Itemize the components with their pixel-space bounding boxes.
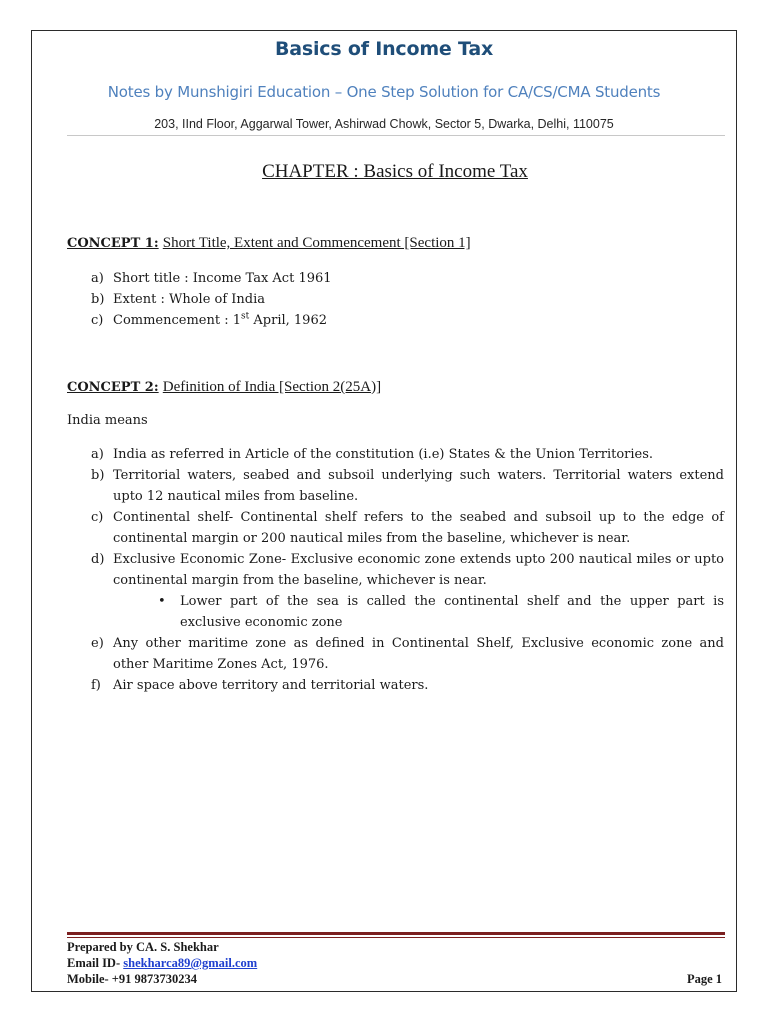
list-item-text: Any other maritime zone as defined in Continental Shelf, Exclusive economic zone and other Maritime Zones Act, 1976. <box>113 636 724 672</box>
list-item <box>91 675 724 696</box>
sub-bullet-text: Lower part of the sea is called the continental shelf and the upper part is exclusive economic zone <box>180 594 724 630</box>
list-item-text: India as referred in Article of the constitution (i.e) States & the Union Territories. <box>113 447 654 462</box>
list-marker: b) <box>91 292 105 307</box>
header-divider <box>67 135 725 136</box>
concept-1-heading <box>67 235 471 252</box>
list-item <box>91 289 724 310</box>
commencement-date: April, 1962 <box>249 313 327 328</box>
document-title: Basics of Income Tax <box>274 38 494 60</box>
list-item-text <box>113 310 724 331</box>
footer-divider-thin <box>67 937 725 938</box>
concept-1-topic: Short Title, Extent and Commencement [Section 1] <box>162 235 471 251</box>
concept-2-label: CONCEPT 2: <box>67 380 159 395</box>
email-link[interactable]: shekharca89@gmail.com <box>123 956 258 970</box>
sub-bullet <box>158 591 724 633</box>
bullet-icon: • <box>158 594 166 609</box>
list-item <box>91 633 724 675</box>
list-item <box>91 268 724 289</box>
concept-2-heading <box>67 379 381 396</box>
concept-2-list <box>91 444 724 696</box>
list-marker: b) <box>91 468 105 483</box>
email-line <box>67 956 257 971</box>
sub-bullet-item <box>91 591 724 633</box>
ordinal-suffix: st <box>241 311 250 322</box>
list-item-text: Short title : Income Tax Act 1961 <box>113 271 332 286</box>
email-label: Email ID- <box>67 956 124 970</box>
concept-1-label: CONCEPT 1: <box>67 236 159 251</box>
concept-2-topic: Definition of India [Section 2(25A)] <box>162 379 382 395</box>
mobile-line: Mobile- +91 9873730234 <box>67 972 198 986</box>
footer-divider-thick <box>67 932 725 935</box>
list-item <box>91 444 724 465</box>
document-subtitle: Notes by Munshigiri Education – One Step Solution for CA/CS/CMA Students <box>107 83 661 101</box>
list-marker: c) <box>91 510 104 525</box>
concept-1-list <box>91 268 724 331</box>
list-item <box>91 310 724 331</box>
page-number: Page 1 <box>686 972 722 986</box>
list-marker: c) <box>91 313 104 328</box>
list-item-text: Air space above territory and territorial waters. <box>113 678 429 693</box>
list-item <box>91 465 724 507</box>
list-item-text: Exclusive Economic Zone- Exclusive economic zone extends upto 200 nautical miles or upto continental margin from the baseline, whichever is near. <box>113 552 724 588</box>
chapter-heading: CHAPTER : Basics of Income Tax <box>262 161 528 182</box>
india-means-text: India means <box>67 413 148 428</box>
list-item <box>91 507 724 549</box>
list-marker: f) <box>91 678 101 693</box>
list-marker: a) <box>91 271 104 286</box>
list-item-text: Extent : Whole of India <box>113 292 266 307</box>
prepared-by: Prepared by CA. S. Shekhar <box>67 940 219 954</box>
commencement-text: Commencement : 1 <box>113 313 242 328</box>
list-marker: e) <box>91 636 104 651</box>
list-item-text: Continental shelf- Continental shelf refers to the seabed and subsoil up to the edge of continental margin or 200 nautical miles from the baseline, whichever is near. <box>113 510 724 546</box>
address-line: 203, IInd Floor, Aggarwal Tower, Ashirwad Chowk, Sector 5, Dwarka, Delhi, 110075 <box>154 117 614 131</box>
list-item <box>91 549 724 591</box>
list-marker: d) <box>91 552 105 567</box>
list-item-text: Territorial waters, seabed and subsoil underlying such waters. Territorial waters extend upto 12 nautical miles from baseline. <box>113 468 724 504</box>
list-marker: a) <box>91 447 104 462</box>
